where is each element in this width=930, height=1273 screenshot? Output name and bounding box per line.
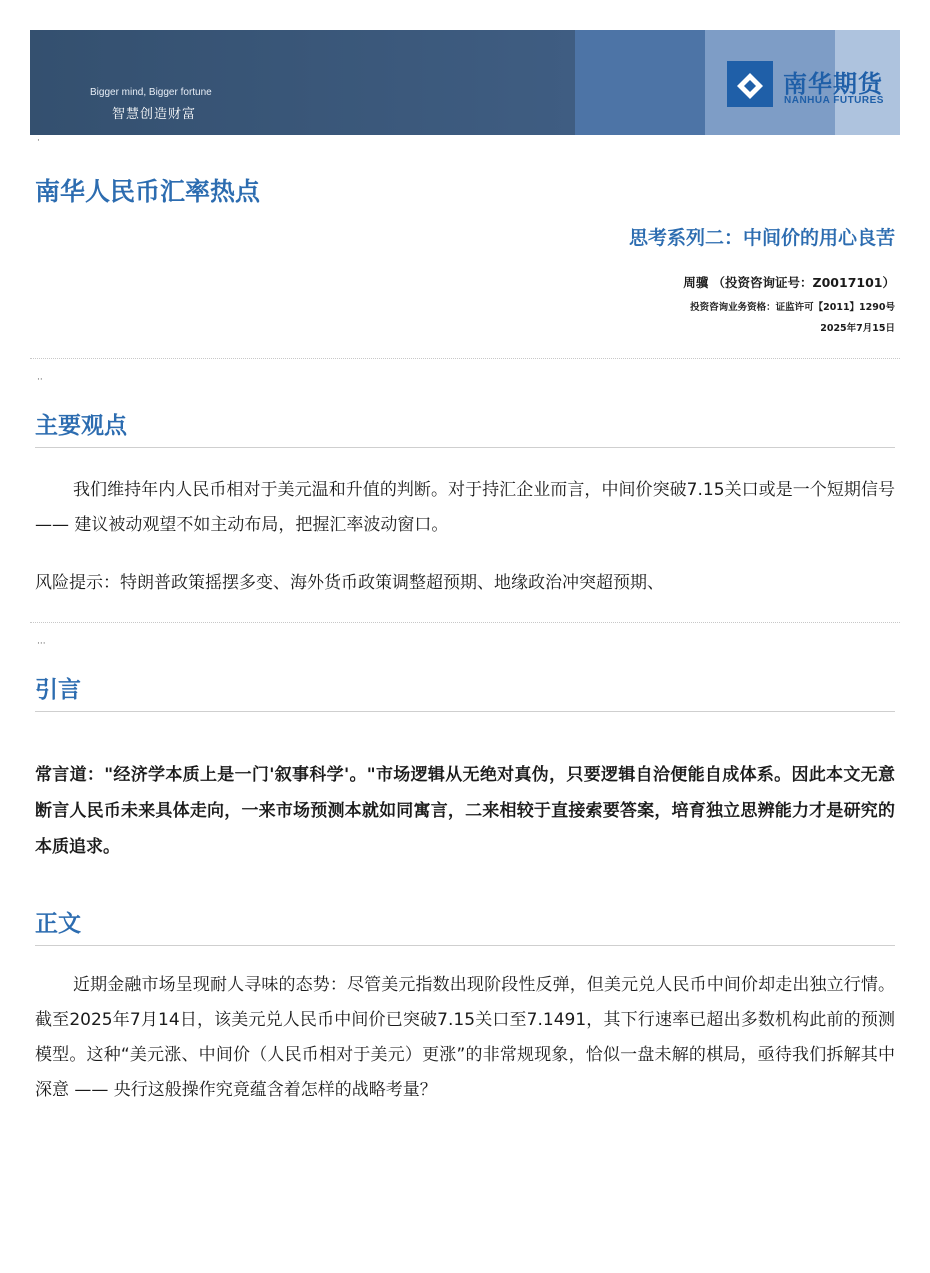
separator-dot: ·· <box>37 375 43 385</box>
report-date: 2025年7月15日 <box>820 323 895 334</box>
separator-dot: · <box>37 136 40 146</box>
body-paragraph: 近期金融市场呈现耐人寻味的态势：尽管美元指数出现阶段性反弹，但美元兑人民币中间价却走出独立行情。截至2025年7月14日，该美元兑人民币中间价已突破7.15关口至7.1491，其下行速率已超出多数机构此前的预测模型。这种“美元涨、中间价（人民币相对于美元）更涨”的非常规现象，恰似一盘未解的棋局，亟待我们拆解其中深意 —— 央行这般操作究竟蕴含着怎样的战略考量？ <box>35 975 895 1100</box>
license-info: 投资咨询业务资格：证监许可【2011】1290号 <box>690 302 895 313</box>
section-heading-body: 正文 <box>35 911 81 937</box>
company-logo-chinese: 南华期货 <box>783 70 883 98</box>
section-heading-main-points: 主要观点 <box>35 413 127 439</box>
section-underline <box>35 447 895 448</box>
main-points-paragraph: 我们维持年内人民币相对于美元温和升值的判断。对于持汇企业而言，中间价突破7.15关口或是一个短期信号 —— 建议被动观望不如主动布局，把握汇率波动窗口。 <box>35 480 895 535</box>
report-title: 南华人民币汇率热点 <box>35 177 261 206</box>
report-subtitle: 思考系列二：中间价的用心良苦 <box>628 227 895 249</box>
banner-segment <box>575 30 705 135</box>
author-info: 周骥 （投资咨询证号：Z0017101） <box>683 275 895 290</box>
nanhua-logo-icon <box>727 61 773 107</box>
section-heading-intro: 引言 <box>35 677 81 703</box>
company-logo-english: NANHUA FUTURES <box>784 95 884 106</box>
header-banner <box>30 30 900 135</box>
slogan-english: Bigger mind, Bigger fortune <box>90 87 212 98</box>
slogan-chinese: 智慧创造财富 <box>112 107 197 122</box>
divider <box>30 622 900 623</box>
risk-warning: 风险提示：特朗普政策摇摆多变、海外货币政策调整超预期、地缘政治冲突超预期、 <box>35 573 664 593</box>
section-underline <box>35 711 895 712</box>
section-underline <box>35 945 895 946</box>
divider <box>30 358 900 359</box>
intro-paragraph: 常言道："经济学本质上是一门'叙事科学'。"市场逻辑从无绝对真伪，只要逻辑自洽便能自成体系。因此本文无意断言人民币未来具体走向，一来市场预测本就如同寓言，二来相较于直接索要答案，培育独立思辨能力才是研究的本质追求。 <box>35 765 895 857</box>
separator-dot: ··· <box>37 639 46 649</box>
